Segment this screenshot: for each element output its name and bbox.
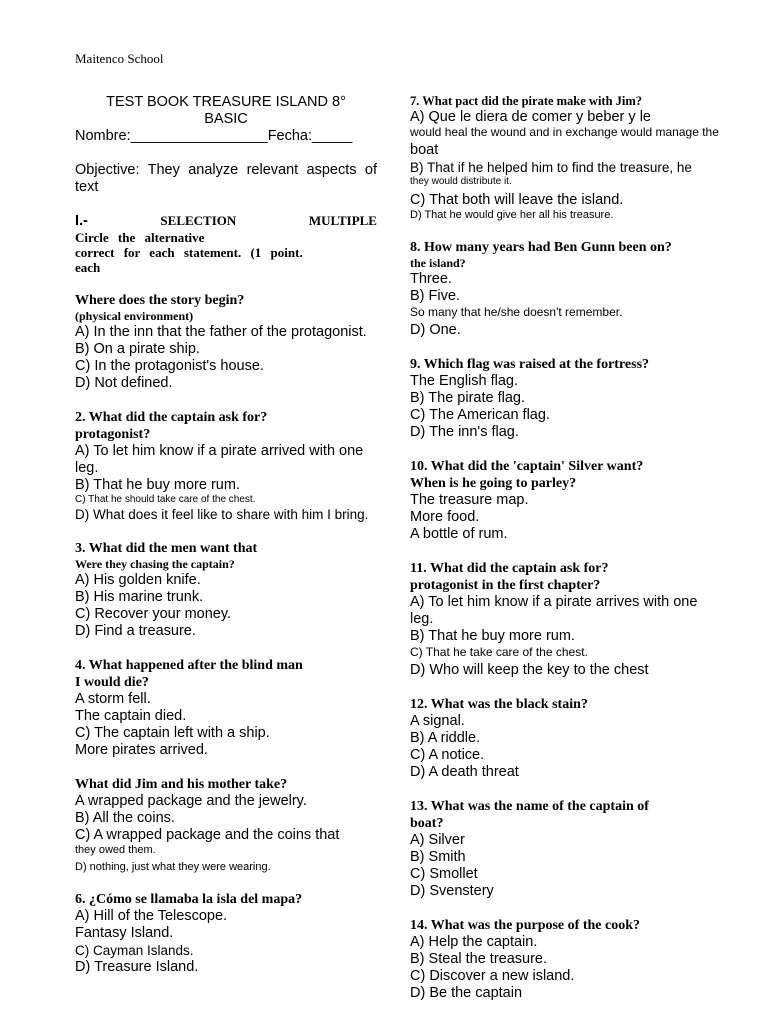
option-a[interactable]: The English flag.	[410, 373, 519, 389]
option-a[interactable]: The treasure map.	[410, 492, 529, 508]
option-c[interactable]: A bottle of rum.	[410, 526, 508, 542]
option-b[interactable]: B) That he buy more rum.	[75, 477, 240, 493]
option-d[interactable]: D) What does it feel like to share with him I bring.	[75, 507, 369, 522]
option-c[interactable]: C) A notice.	[410, 747, 485, 763]
question-2	[75, 409, 377, 523]
question-title: 13. What was the name of the captain of	[410, 799, 649, 814]
option-b[interactable]: B) On a pirate ship.	[75, 341, 200, 357]
question-8	[410, 239, 715, 339]
question-title: 9. Which flag was raised at the fortress?	[410, 357, 650, 372]
question-subtitle: When is he going to parley?	[410, 476, 577, 491]
instruction-line-2: Circle the alternative	[75, 230, 205, 245]
option-b[interactable]: The captain died.	[75, 708, 187, 724]
question-6	[75, 891, 377, 976]
option-b[interactable]: Fantasy Island.	[75, 925, 174, 941]
option-b[interactable]: B) That if he helped him to find the treasure, he	[410, 160, 692, 175]
option-a[interactable]: A) His golden knife.	[75, 572, 201, 588]
question-13	[410, 798, 715, 900]
question-title: 4. What happened after the blind man	[75, 658, 303, 673]
question-title: 11. What did the captain ask for?	[410, 561, 609, 576]
option-d[interactable]: D) nothing, just what they were wearing.	[75, 861, 271, 873]
option-a-continued: would heal the wound and in exchange would manage the	[410, 125, 719, 139]
option-b[interactable]: B) A riddle.	[410, 730, 481, 746]
option-c[interactable]: C) That he should take care of the chest.	[75, 494, 256, 505]
option-a-end: boat	[410, 142, 439, 158]
question-9	[410, 356, 715, 441]
question-title: 3. What did the men want that	[75, 541, 258, 556]
question-5	[75, 776, 377, 874]
title-line-1: TEST BOOK TREASURE ISLAND 8°	[106, 94, 346, 110]
option-c[interactable]: C) Discover a new island.	[410, 968, 575, 984]
option-c[interactable]: C) A wrapped package and the coins that	[75, 827, 340, 843]
test-title	[75, 94, 377, 128]
question-title: Where does the story begin?	[75, 293, 245, 308]
option-a[interactable]: A signal.	[410, 713, 465, 729]
option-c[interactable]: C) Recover your money.	[75, 606, 232, 622]
title-line-2: BASIC	[204, 111, 248, 127]
question-title: 12. What was the black stain?	[410, 697, 588, 712]
option-d[interactable]: D) One.	[410, 322, 461, 338]
option-b[interactable]: B) Five.	[410, 288, 460, 304]
question-subtitle: boat?	[410, 816, 444, 831]
question-7	[410, 94, 719, 222]
option-a[interactable]: A) To let him know if a pirate arrived with one leg.	[75, 443, 364, 476]
left-column	[75, 94, 377, 976]
question-title: 8. How many years had Ben Gunn been on?	[410, 240, 672, 255]
option-d[interactable]: D) Who will keep the key to the chest	[410, 662, 649, 678]
school-name: Maitenco School	[75, 51, 164, 66]
option-c[interactable]: C) That both will leave the island.	[410, 192, 624, 208]
option-d[interactable]: D) Be the captain	[410, 985, 523, 1001]
question-12	[410, 696, 715, 781]
question-10	[410, 458, 715, 543]
question-subtitle: Were they chasing the captain?	[75, 557, 235, 571]
question-title: 10. What did the 'captain' Silver want?	[410, 459, 644, 474]
section-number: I.-	[75, 213, 88, 229]
option-a[interactable]: A) Silver	[410, 832, 465, 848]
section-instructions	[75, 213, 377, 275]
question-1	[75, 292, 377, 392]
option-a[interactable]: A) Hill of the Telescope.	[75, 908, 228, 924]
option-a[interactable]: A wrapped package and the jewelry.	[75, 793, 307, 809]
instruction-line-3: correct for each statement. (1 point.	[75, 245, 303, 260]
question-title: 6. ¿Cómo se llamaba la isla del mapa?	[75, 892, 303, 907]
question-4	[75, 657, 377, 759]
option-c[interactable]: C) That he take care of the chest.	[410, 645, 588, 659]
option-d[interactable]: D) A death threat	[410, 764, 519, 780]
option-c[interactable]: C) In the protagonist's house.	[75, 358, 264, 374]
option-b[interactable]: B) His marine trunk.	[75, 589, 204, 605]
option-d[interactable]: D) Not defined.	[75, 375, 173, 391]
question-subtitle: protagonist in the first chapter?	[410, 578, 601, 593]
option-b[interactable]: B) Smith	[410, 849, 466, 865]
option-b-continued: they would distribute it.	[410, 176, 512, 187]
option-a[interactable]: A) In the inn that the father of the protagonist.	[75, 324, 367, 340]
option-d[interactable]: D) Svenstery	[410, 883, 494, 899]
question-11	[410, 560, 715, 679]
option-a[interactable]: A) Help the captain.	[410, 934, 538, 950]
question-subtitle: I would die?	[75, 675, 149, 690]
option-b[interactable]: B) The pirate flag.	[410, 390, 525, 406]
option-d[interactable]: D) Treasure Island.	[75, 959, 199, 975]
question-title: What did Jim and his mother take?	[75, 777, 288, 792]
option-b[interactable]: B) All the coins.	[75, 810, 175, 826]
name-date-field: Nombre:_________________Fecha:_____	[75, 128, 353, 144]
option-b[interactable]: B) That he buy more rum.	[410, 628, 575, 644]
question-subtitle: (physical environment)	[75, 309, 194, 323]
section-word-1: SELECTION	[160, 213, 237, 228]
right-column	[410, 94, 719, 1002]
option-c[interactable]: C) The captain left with a ship.	[75, 725, 270, 741]
option-d[interactable]: D) That he would give her all his treasure.	[410, 209, 614, 221]
section-word-2: MULTIPLE	[308, 213, 377, 228]
option-b[interactable]: More food.	[410, 509, 480, 525]
question-title: 14. What was the purpose of the cook?	[410, 918, 640, 933]
option-c[interactable]: C) Cayman Islands.	[75, 943, 194, 958]
option-a[interactable]: Three.	[410, 271, 452, 287]
option-a[interactable]: A) To let him know if a pirate arrives with one leg.	[410, 594, 698, 627]
option-b[interactable]: B) Steal the treasure.	[410, 951, 548, 967]
question-title: 7. What pact did the pirate make with Jim?	[410, 94, 643, 108]
question-title: 2. What did the captain ask for?	[75, 410, 268, 425]
option-d[interactable]: D) The inn's flag.	[410, 424, 519, 440]
option-c-continued: they owed them.	[75, 844, 156, 856]
option-c[interactable]: C) Smollet	[410, 866, 478, 882]
option-d[interactable]: More pirates arrived.	[75, 742, 208, 758]
option-d[interactable]: D) Find a treasure.	[75, 623, 196, 639]
question-subtitle: the island?	[410, 256, 466, 270]
objective-text: Objective: They analyze relevant aspects of text	[75, 162, 377, 195]
question-3	[75, 540, 377, 640]
option-a[interactable]: A) Que le diera de comer y beber y le	[410, 109, 651, 125]
instruction-line-4: each	[75, 260, 101, 275]
option-c[interactable]: So many that he/she doesn't remember.	[410, 305, 623, 319]
question-subtitle: protagonist?	[75, 427, 151, 442]
option-c[interactable]: C) The American flag.	[410, 407, 550, 423]
option-a[interactable]: A storm fell.	[75, 691, 151, 707]
question-14	[410, 917, 715, 1002]
